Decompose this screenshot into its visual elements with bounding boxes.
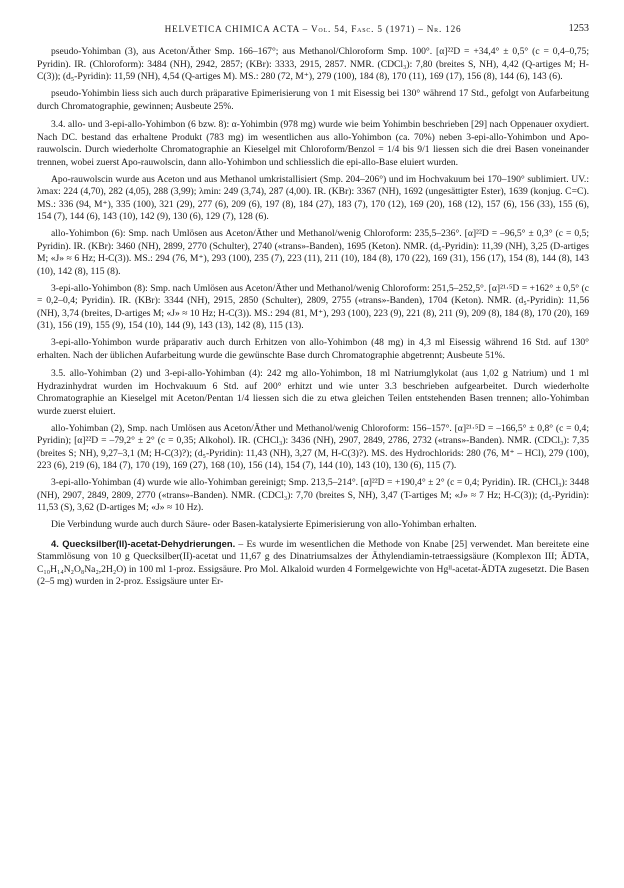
- article-body: [37, 46, 589, 589]
- paragraph-3-epi-allo-yohimbon-prep: 3-epi-allo-Yohimbon wurde präparativ auch durch Erhitzen von allo-Yohimbon (48 mg) in 4,3 ml Eisessig während 16 Std. auf 130° erhalten. Nach der üblichen Aufarbeitung wurde die gewünschte Base durch Chromatographie abgetrennt; Ausbeute 51%.: [37, 337, 589, 361]
- paragraph-section-3-5: 3.5. allo-Yohimban (2) und 3-epi-allo-Yohimban (4): 242 mg allo-Yohimbon, 18 ml Natriumglykolat (aus 1,02 g Natrium) und 1 ml Hydrazinhydrat wurden im Hochvakuum 6 Std. auf 200° erhitzt und wie unter 3.3 beschrieben aufgearbeitet. Durch wiederholte Chromatographie an Kieselgel mit Aceton/Pentan 1/4 liessen sich die zu etwa gleichen Teilen entstehenden Basen trennen; allo-Yohimban wurde zuerst eluiert.: [37, 368, 589, 417]
- paragraph-pseudo-yohimbin: pseudo-Yohimbin liess sich auch durch präparative Epimerisierung von 1 mit Eisessig bei 130° während 17 Std., gefolgt von Aufarbeitung durch Chromatographie, gewinnen; Ausbeute 25%.: [37, 88, 589, 112]
- running-header: [37, 22, 589, 40]
- paragraph-section-3-4: 3.4. allo- und 3-epi-allo-Yohimbon (6 bzw. 8): α-Yohimbin (978 mg) wurde wie beim Yohimbin beschrieben [29] nach Oppenauer oxydiert. Nach DC. bestand das erhaltene Produkt (783 mg) im wesentlichen aus allo-Yohimbon (ca. 70%) neben 3-epi-allo-Yohimbon und Apo-rauwolscin. Durch wiederholte Chromatographie an Kieselgel mit Chloroform/Benzol = 1/4 bis 9/1 liessen sich die drei Basen voneinander trennen, wobei zuerst Apo-rauwolscin, dann allo-Yohimbon und schliesslich die epi-allo-Base eluiert wurden.: [37, 119, 589, 168]
- paragraph-allo-yohimban: allo-Yohimban (2), Smp. nach Umlösen aus Aceton/Äther und Methanol/wenig Chloroform: 156–157°. [α]²¹·⁵D = –166,5° ± 0,8° (c = 0,4; Pyridin); [α]²²D = –79,2° ± 2° (c = 0,35; Alkohol). IR. (CHCl₃): 3436 (NH), 2907, 2849, 2786, 2732 («trans»-Banden). NMR. (CDCl₃): 7,35 (breites S; NH), 9,27–3,1 (M; H-C(3)?); (d₅-Pyridin): 11,43 (NH), 3,27 (M, H-C(3)?). MS. des Hydrochlorids: 280 (76, M⁺ – HCl), 279 (100), 223 (6), 219 (6), 184 (7), 170 (19), 169 (27), 168 (10), 156 (14), 154 (7), 144 (10), 143 (10), 130 (6), 115 (7).: [37, 422, 589, 471]
- paragraph-3-epi-allo-yohimban: 3-epi-allo-Yohimban (4) wurde wie allo-Yohimban gereinigt; Smp. 213,5–214°. [α]²²D = +190,4° ± 2° (c = 0,4; Pyridin). IR. (CHCl₃): 3448 (NH), 2907, 2849, 2809, 2770 («trans»-Banden). NMR. (CDCl₃): 7,70 (breites S, NH), 3,47 (T-artiges M; «J» ≈ 7 Hz; H-C(3)); (d₅-Pyridin): 11,53 (S), 3,62 (D-artiges M; «J» ≈ 10 Hz).: [37, 477, 589, 513]
- paragraph-allo-yohimbon: allo-Yohimbon (6): Smp. nach Umlösen aus Aceton/Äther und Methanol/wenig Chloroform: 235,5–236°. [α]²²D = –96,5° ± 0,3° (c = 0,5; Pyridin). IR. (KBr): 3460 (NH), 2899, 2770 (Schulter), 2740 («trans»-Banden), 1695 (Keton). NMR. (d₅-Pyridin): 11,39 (NH), 3,25 (D-artiges M; «J» ≈ 6 Hz; H-C(3)). MS.: 294 (76, M⁺), 293 (100), 235 (7), 223 (11), 211 (10), 184 (8), 170 (22), 169 (31), 156 (17), 154 (8), 144 (8), 143 (10), 142 (8), 115 (8).: [37, 228, 589, 277]
- paragraph-apo-rauwolscin: Apo-rauwolscin wurde aus Aceton und aus Methanol umkristallisiert (Smp. 204–206°) und im Hochvakuum bei 170–190° sublimiert. UV.: λmax: 224 (4,70), 282 (4,05), 288 (3,99); λmin: 249 (3,74), 287 (4,00). IR. (KBr): 3367 (NH), 1692 (ungesättigter Ester), 1639 (konjug. C=C). MS.: 336 (94, M⁺), 335 (100), 321 (29), 277 (6), 209 (6), 197 (8), 184 (27), 183 (7), 170 (12), 169 (20), 168 (12), 157 (6), 156 (33), 155 (6), 154 (7), 144 (6), 143 (10), 142 (9), 130 (6), 129 (7), 128 (6).: [37, 173, 589, 222]
- paragraph-3-epi-allo-yohimbon: 3-epi-allo-Yohimbon (8): Smp. nach Umlösen aus Aceton/Äther und Methanol/wenig Chloroform: 251,5–252,5°. [α]²¹·⁵D = +162° ± 0,5° (c = 0,2–0,4; Pyridin). IR. (KBr): 3344 (NH), 2915, 2850 (Schulter), 2809, 2755 («trans»-Banden), 1704 (Keton). NMR. (d₅-Pyridin): 11,56 (NH), 3,74 (breites, D-artiges M; «J» ≈ 10 Hz; H-C(3)). MS.: 294 (81, M⁺), 293 (100), 223 (9), 221 (8), 211 (9), 209 (8), 184 (8), 170 (20), 169 (31), 156 (19), 155 (9), 154 (10), 144 (9), 143 (13), 142 (8), 115 (13).: [37, 282, 589, 331]
- paragraph-pseudo-yohimban: pseudo-Yohimban (3), aus Aceton/Äther Smp. 166–167°; aus Methanol/Chloroform Smp. 100°. [α]²²D = +34,4° ± 0,5° (c = 0,4–0,75; Pyridin). IR. (Chloroform): 3484 (NH), 2942, 2857; (KBr): 3333, 2915, 2857. NMR. (CDCl₃): 7,80 (breites S, NH), 4,42 (Q-artiges M; H-C(3)); (d₅-Pyridin): 11,59 (NH), 4,54 (Q-artiges M). MS.: 280 (72, M⁺), 279 (100), 184 (8), 170 (11), 169 (17), 156 (8), 144 (6), 143 (6).: [37, 46, 589, 82]
- paragraph-epimerisierung: Die Verbindung wurde auch durch Säure- oder Basen-katalysierte Epimerisierung von allo-Yohimban erhalten.: [51, 519, 477, 530]
- journal-page: [37, 22, 589, 593]
- paragraph-section-4: [37, 538, 589, 589]
- journal-title: HELVETICA CHIMICA ACTA – Vol. 54, Fasc. 5 (1971) – Nr. 126: [164, 24, 462, 34]
- section-4-heading: 4. Quecksilber(II)-acetat-Dehydrierungen.: [51, 537, 236, 549]
- section-4-text: – Es wurde im wesentlichen die Methode von Knabe [25] verwendet. Man bereitete eine Stammlösung von 10 g Quecksilber(II)-acetat und 11,67 g des Dinatriumsalzes der Äthylendiamin-tetraessigsäure (Komplexon III; ÄDTA, C₁₀H₁₄N₂O₈Na₂,2H₂O) in 100 ml 1-proz. Essigsäure. Pro Mol. Alkaloid wurden 4 Formelgewichte von Hgᴵᴵ-acetat-ÄDTA zugesetzt. Die Basen (2–5 mg) wurden in 2-proz. Essigsäure unter Er-: [37, 538, 590, 587]
- page-number: 1253: [568, 23, 589, 34]
